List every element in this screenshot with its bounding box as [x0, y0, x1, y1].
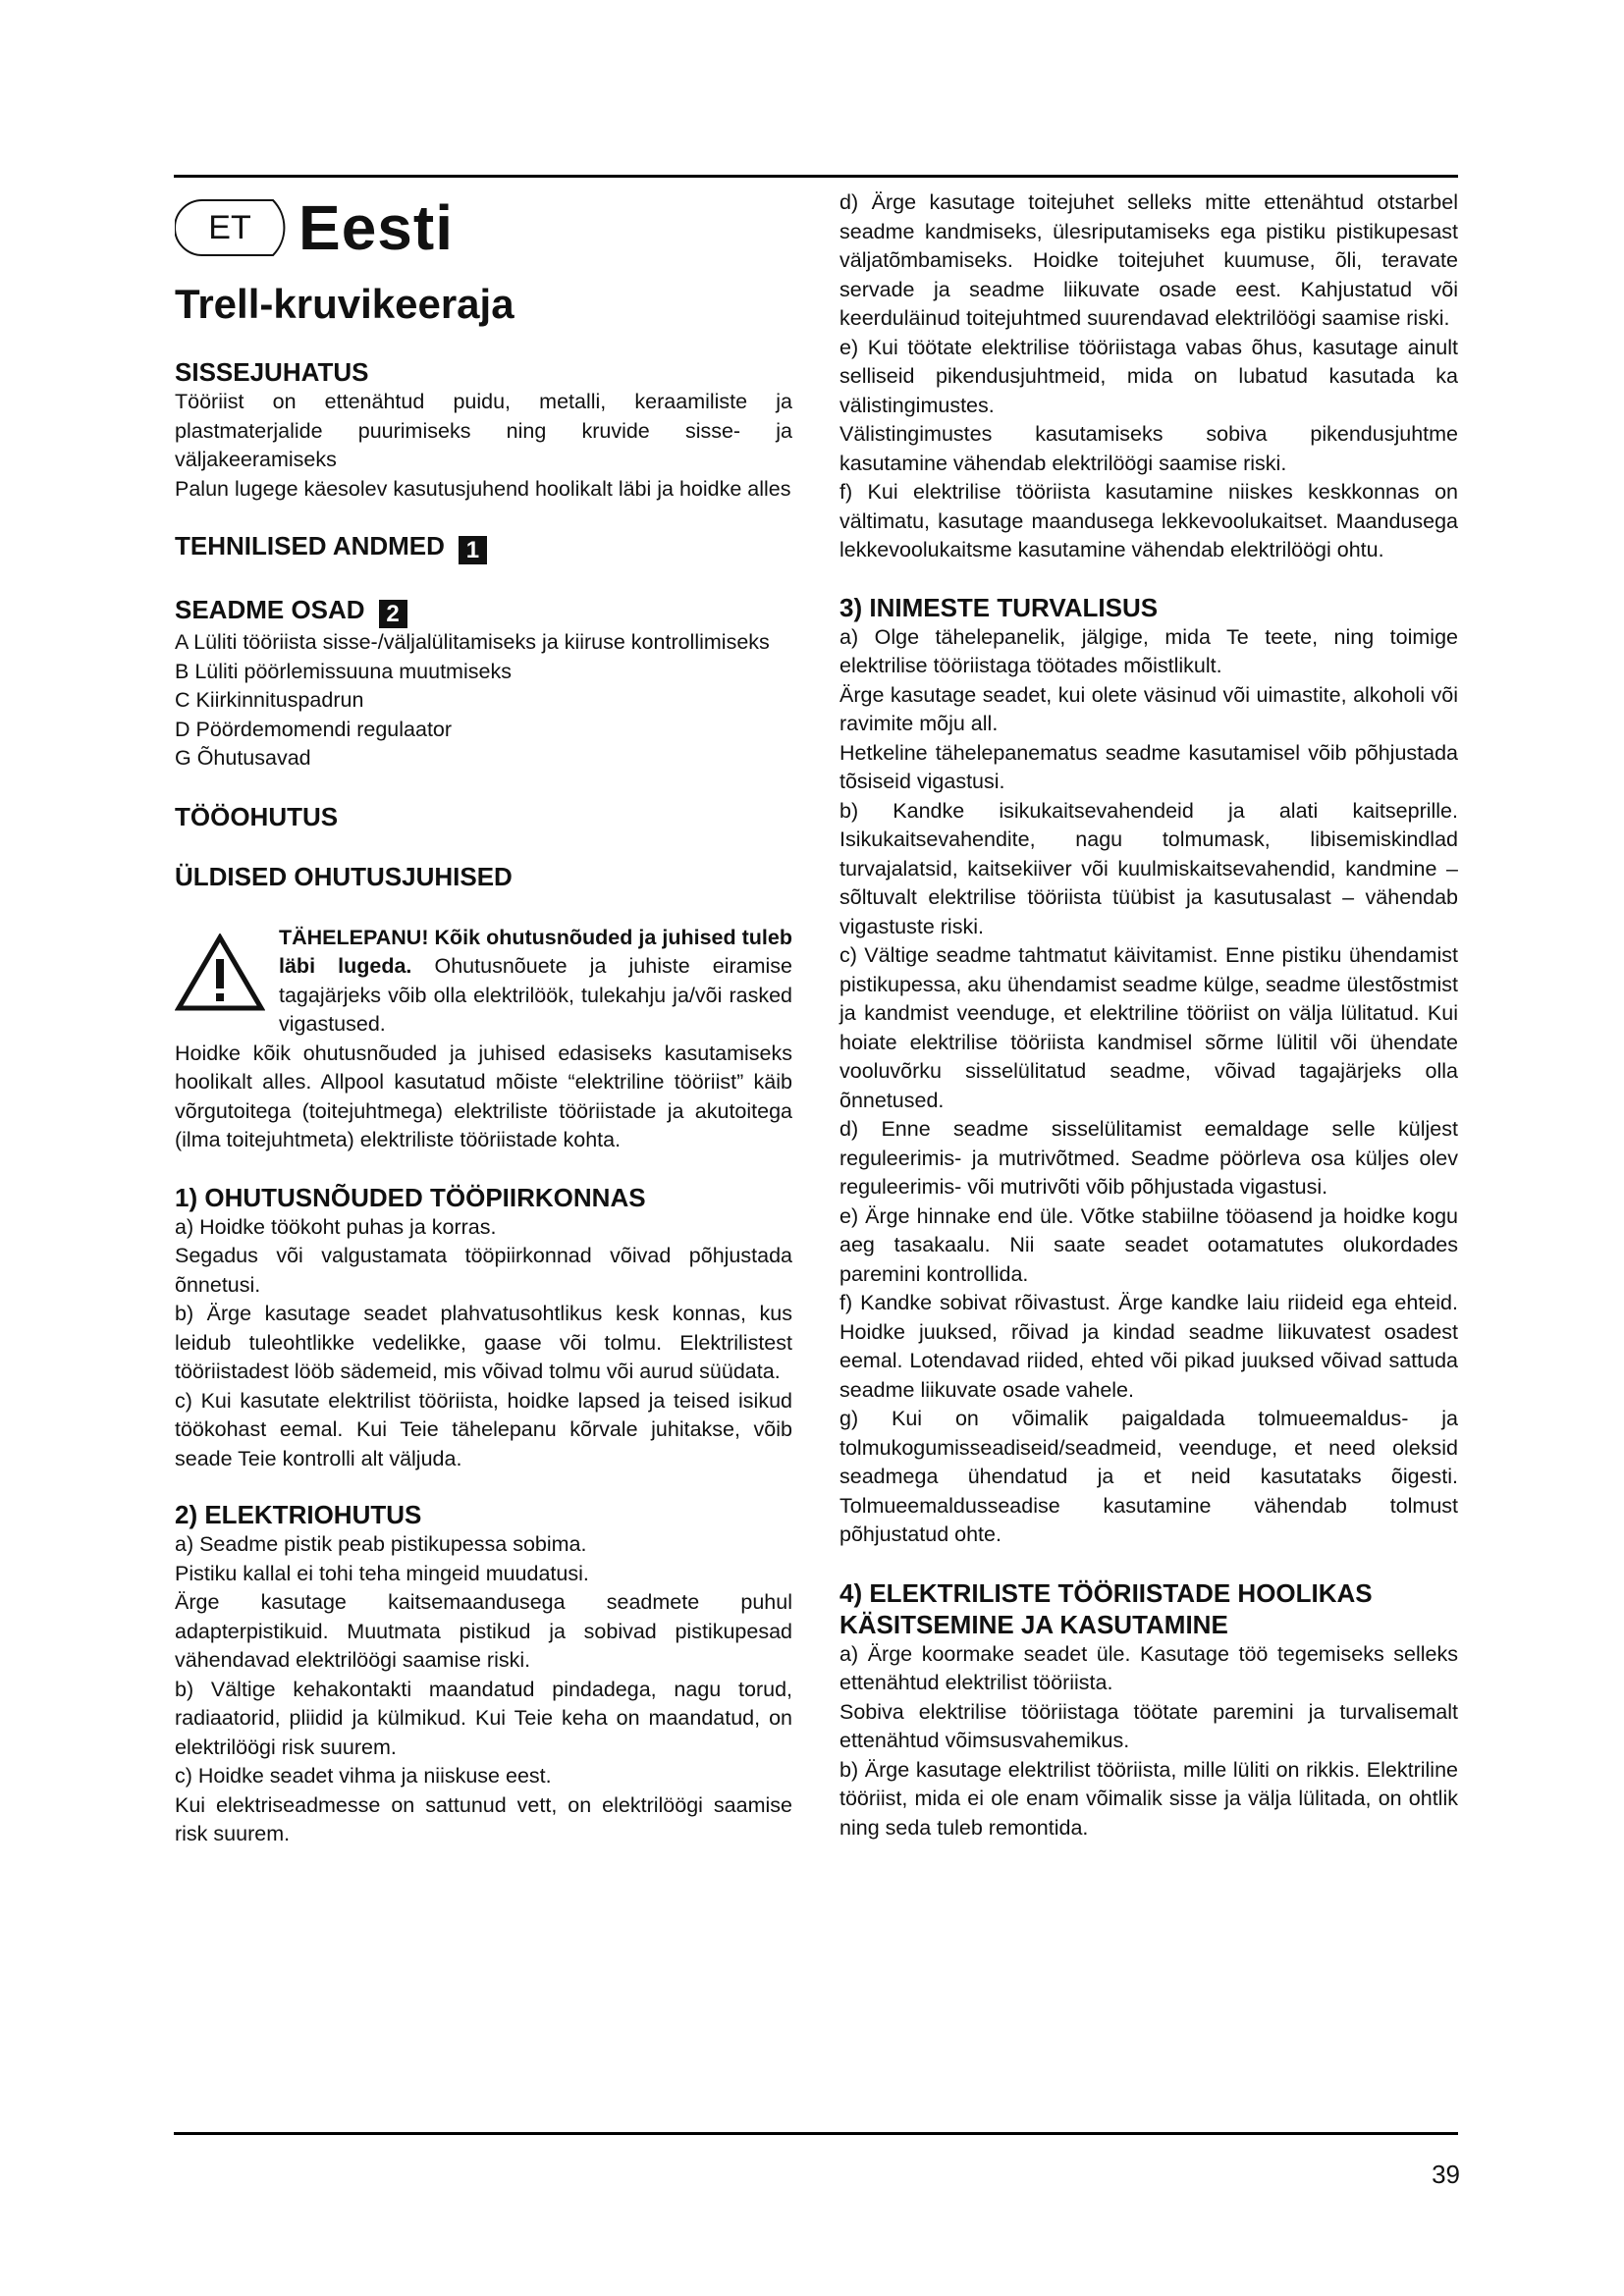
section-3-item: d) Enne seadme sisselülitamist eemaldage selle küljest reguleerimis- ja mutrivõtmed. Seadme pöörleva osa küljes olev reguleerimis- või mutrivõti võib põhjustada vigastusi.	[839, 1117, 1458, 1199]
parts-item: A Lüliti tööriista sisse-/väljalülitamiseks ja kiiruse kontrollimiseks	[175, 630, 770, 654]
tech-data-heading	[175, 530, 792, 564]
section-1-item: b) Ärge kasutage seadet plahvatusohtlikus kesk konnas, kus leidub tuleohtlikke vedelikke, gaase või tolmu. Elektrilistest tööriistadest lööb sädemeid, mis võivad tolmu või aurud süüdata.	[175, 1302, 792, 1383]
section-4-item: Sobiva elektrilise tööriistaga töötate paremini ja turvalisemalt ettenähtud võimsusvahemikus.	[839, 1699, 1458, 1752]
section-2-item: Ärge kasutage kaitsemaandusega seadmete puhul adapterpistikuid. Muutmata pistikud ja sobivad pistikupesad vähendavad elektrilöögi saamise riski.	[175, 1590, 792, 1672]
section-2-continued-item: f) Kui elektrilise tööriista kasutamine niiskes keskkonnas on vältimatu, kasutage maandusega lekkevoolukaitset. Maandusega lekkevoolukaitsme kasutamine vähendab elektrilöögi ohtu.	[839, 480, 1458, 561]
section-3-item: g) Kui on võimalik paigaldada tolmueemaldus- ja tolmukogumisseadiseid/seadmeid, veenduge, et need oleksid seadmega ühendatud ja et neid kasutataks õigesti. Tolmueemaldusseadise kasutamine vähendab tolmust põhjustatud ohte.	[839, 1407, 1458, 1546]
section-3-item: a) Olge tähelepanelik, jälgige, mida Te teete, ning toimige elektrilise tööriistaga töötades mõistlikult.	[839, 624, 1458, 677]
section-2-item: Kui elektriseadmesse on sattunud vett, on elektrilöögi saamise risk suurem.	[175, 1792, 792, 1845]
section-3-item: b) Kandke isikukaitsevahendeid ja alati kaitseprille. Isikukaitsevahendite, nagu tolmumask, libisemiskindlad turvajalatsid, kaitsekiiver või kuulmiskaitsevahendid, kandmine – sõltuvalt elektrilise tööriista tüübist ja kasutusalast – vähendab vigastuste riski.	[839, 798, 1458, 938]
intro-heading: SISSEJUHATUS	[175, 357, 369, 387]
figure-1-badge: 1	[459, 536, 487, 564]
warning-block	[175, 924, 792, 1155]
bottom-rule	[174, 2132, 1458, 2135]
section-2-item: c) Hoidke seadet vihma ja niiskuse eest.	[175, 1764, 552, 1788]
section-1-item: c) Kui kasutate elektrilist tööriista, hoidke lapsed ja teised isikud töökohast eemal. Kui Teie tähelepanu kõrvale juhitakse, võib seade Teie kontrolli alt väljuda.	[175, 1388, 792, 1470]
section-2-continued-item: d) Ärge kasutage toitejuhet selleks mitte ettenähtud otstarbel seadme kandmiseks, ülesriputamiseks ega pistiku pistikupesast väljatõmbamiseks. Hoidke toitejuhet kuumuse, õli, teravate servade ja seadme liikuvate osade eest. Kahjustatud või keerduläinud toitejuhtmed suurendavad elektrilöögi saamise riski.	[839, 190, 1458, 330]
language-badge	[175, 197, 293, 258]
tech-data-heading-text: TEHNILISED ANDMED	[175, 531, 445, 561]
figure-2-badge: 2	[379, 600, 407, 628]
section-3-item: f) Kandke sobivat rõivastust. Ärge kandke laiu riideid ega ehteid. Hoidke juuksed, rõivad ja kindad seadme liikuvatest osadest eemal. Lotendavad riided, ehted või pikad juuksed võivad sattuda seadme liikuvate osade vahele.	[839, 1291, 1458, 1402]
warning-text	[175, 924, 792, 1040]
warning-bold-text: TÄHELEPANU! Kõik ohutusnõuded ja juhised tuleb läbi lugeda.	[279, 925, 792, 978]
section-4-heading: 4) ELEKTRILISTE TÖÖRIISTADE HOOLIKAS KÄSITSEMINE JA KASUTAMINE	[839, 1577, 1373, 1639]
section-2-item: a) Seadme pistik peab pistikupessa sobima.	[175, 1532, 587, 1556]
section-2-continued-item: e) Kui töötate elektrilise tööriistaga vabas õhus, kasutage ainult selliseid pikendusjuhtmeid, mida on lubatud kasutada ka välistingimustes.	[839, 335, 1458, 417]
section-2-continued-item: Välistingimustes kasutamiseks sobiva pikendusjuhtme kasutamine vähendab elektrilöögi saamise riski.	[839, 422, 1458, 475]
warning-paragraph-2: Hoidke kõik ohutusnõuded ja juhised edasiseks kasutamiseks hoolikalt alles. Allpool kasutatud mõiste “elektriline tööriist” käib võrgutoitega (toitejuhtmega) elektriliste tööriistade ja akutoitega (ilma toitejuhtmeta) elektriliste tööriistade kohta.	[175, 1041, 792, 1151]
top-rule	[174, 175, 1458, 178]
intro-paragraph-2: Palun lugege käesolev kasutusjuhend hoolikalt läbi ja hoidke alles	[175, 476, 791, 501]
section-3-item: e) Ärge hinnake end üle. Võtke stabiilne tööasend ja hoidke kogu aeg tasakaalu. Nii saate seadet ootamatutes olukordades paremini kontrollida.	[839, 1203, 1458, 1286]
language-header	[175, 193, 792, 262]
section-3-item: Ärge kasutage seadet, kui olete väsinud või uimastite, alkoholi või ravimite mõju all.	[839, 682, 1458, 735]
section-1-item: a) Hoidke töökoht puhas ja korras.	[175, 1214, 497, 1239]
section-2-item: b) Vältige kehakontakti maandatud pindadega, nagu torud, radiaatorid, pliidid ja külmikud. Kui Teie keha on maandatud, on elektrilöögi risk suurem.	[175, 1677, 792, 1759]
warning-triangle-icon	[175, 934, 265, 1012]
document-title: Trell-kruvikeeraja	[175, 281, 514, 327]
parts-item: D Pöördemomendi regulaator	[175, 717, 453, 741]
parts-heading-text: SEADME OSAD	[175, 595, 365, 624]
language-code: ET	[208, 209, 251, 246]
section-1-heading: 1) OHUTUSNÕUDED TÖÖPIIRKONNAS	[175, 1182, 646, 1212]
intro-paragraph-1: Tööriist on ettenähtud puidu, metalli, keraamiliste ja plastmaterjalide puurimiseks ning kruvide sisse- ja väljakeeramiseks	[175, 390, 792, 471]
general-safety-heading: ÜLDISED OHUTUSJUHISED	[175, 861, 513, 891]
section-3-heading: 3) INIMESTE TURVALISUS	[839, 592, 1159, 622]
section-3-item: c) Vältige seadme tahtmatut käivitamist. Enne pistiku ühendamist pistikupessa, aku ühendamist seadme külge, seadme ülestõstmist ja kandmist veenduge, et elektriline tööriist on välja lülitatud. Kui hoiate elektrilise tööriista kandmisel sõrme lülitil või ühendate vooluvõrku sisselülitatud seadme, võivad tagajärjeks olla õnnetused.	[839, 943, 1458, 1112]
left-column	[175, 188, 792, 1849]
parts-heading	[175, 594, 792, 628]
parts-item: C Kiirkinnituspadrun	[175, 688, 364, 712]
section-2-item: Pistiku kallal ei tohi teha mingeid muudatusi.	[175, 1561, 589, 1585]
language-name: Eesti	[298, 192, 454, 263]
warning-rest-text: Ohutusnõuete ja juhiste eiramise tagajärjeks võib olla elektrilöök, tulekahju ja/või rasked vigastused.	[279, 954, 792, 1036]
safety-heading: TÖÖOHUTUS	[175, 801, 339, 831]
page-number: 39	[1432, 2160, 1460, 2189]
section-2-heading: 2) ELEKTRIOHUTUS	[175, 1500, 422, 1529]
section-4-item: a) Ärge koormake seadet üle. Kasutage töö tegemiseks selleks ettenähtud elektrilist tööriista.	[839, 1641, 1458, 1694]
section-3-item: Hetkeline tähelepanematus seadme kasutamisel võib põhjustada tõsiseid vigastusi.	[839, 740, 1458, 793]
parts-item: B Lüliti pöörlemissuuna muutmiseks	[175, 659, 512, 683]
section-1-item: Segadus või valgustamata tööpiirkonnad võivad põhjustada õnnetusi.	[175, 1244, 792, 1297]
parts-item: G Õhutusavad	[175, 746, 311, 770]
right-column	[839, 188, 1458, 1842]
section-4-item: b) Ärge kasutage elektrilist tööriista, mille lüliti on rikkis. Elektriline tööriist, mida ei ole enam võimalik sisse ja välja lülitada, on ohtlik ning seda tuleb remontida.	[839, 1757, 1458, 1840]
